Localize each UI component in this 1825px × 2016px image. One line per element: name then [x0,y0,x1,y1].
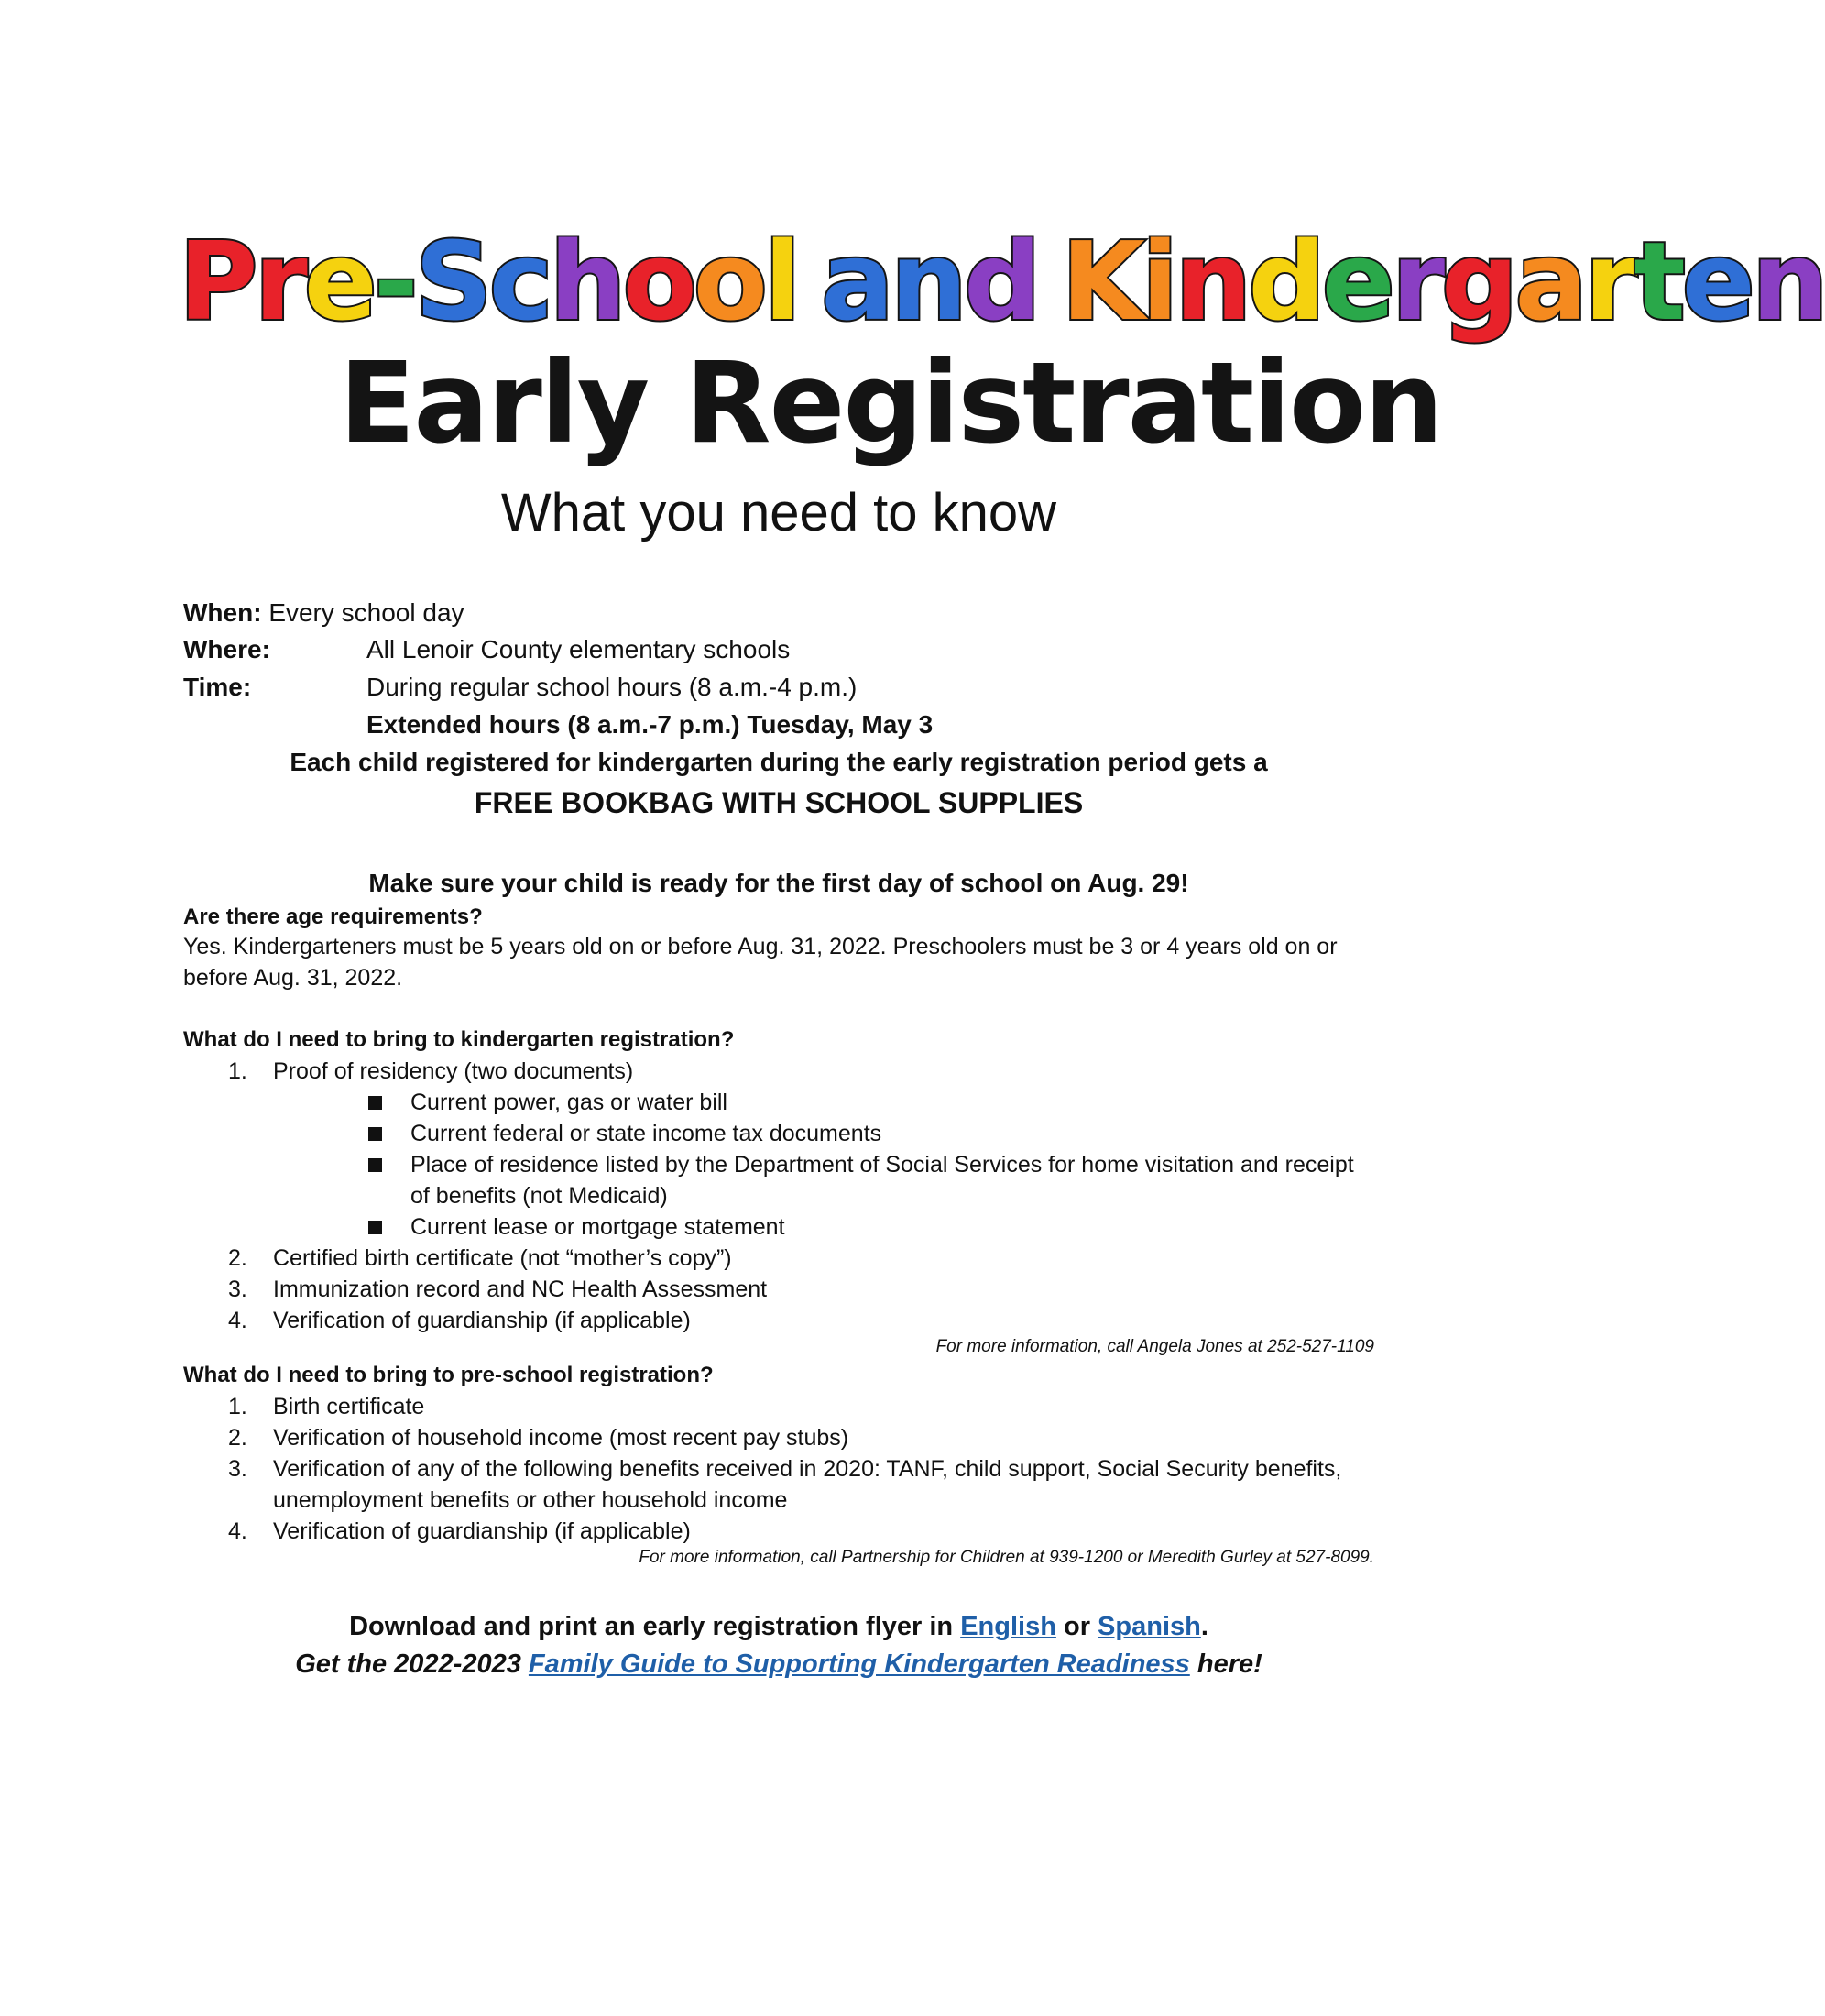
square-bullet-icon [368,1158,382,1172]
banner-letter: g [1441,218,1515,345]
list-number: 4. [228,1518,247,1544]
where-value-row [366,632,790,667]
sub-list-text: Current power, gas or water bill [410,1090,727,1115]
list-text: Proof of residency (two documents) [273,1058,634,1084]
list-text: Verification of guardianship (if applicable) [273,1308,691,1333]
list-text: Verification of household income (most recent pay stubs) [273,1425,849,1451]
banner-letter: K [1061,218,1142,345]
preschool-heading: What do I need to bring to pre-school registration? [183,1363,714,1387]
period-text: . [1200,1612,1208,1641]
banner-letter: S [414,218,489,345]
list-text: Immunization record and NC Health Assessment [273,1276,768,1302]
guide-prefix: Get the 2022-2023 [295,1649,529,1679]
banner-letter: r [254,218,304,345]
free-bookbag-text: FREE BOOKBAG WITH SCHOOL SUPPLIES [474,786,1084,819]
banner-letter: a [821,218,891,345]
when-value: Every school day [268,598,464,627]
page-subtitle: What you need to know [500,483,1057,542]
banner-letter: a [1514,218,1585,345]
english-flyer-link[interactable]: English [960,1612,1056,1641]
when-label: When: [183,598,262,627]
list-number: 1. [228,1394,247,1419]
sub-list-text: Current lease or mortgage statement [410,1214,785,1240]
kindergarten-heading: What do I need to bring to kindergarten registration? [183,1027,735,1052]
banner-letter: i [1141,218,1175,345]
banner-letter: t [1634,218,1682,345]
list-text: Certified birth certificate (not “mother’s copy”) [273,1245,732,1271]
download-line [0,1608,1557,1645]
banner-letter: d [1248,218,1322,345]
time-value: During regular school hours (8 a.m.-4 p.m.) [366,673,858,701]
time-label: Time: [183,673,252,701]
age-heading: Are there age requirements? [183,904,483,929]
guide-suffix: here! [1189,1649,1262,1679]
square-bullet-icon [368,1127,382,1141]
list-number: 1. [228,1058,247,1084]
spanish-flyer-link[interactable]: Spanish [1098,1612,1201,1641]
banner-letter: c [488,218,550,345]
sub-list-item [0,1149,1374,1211]
square-bullet-icon [368,1096,382,1110]
family-guide-link[interactable]: Family Guide to Supporting Kindergarten Readiness [528,1649,1190,1679]
banner-letter: o [622,218,694,345]
list-number: 3. [228,1276,247,1302]
list-number: 2. [228,1245,247,1271]
preschool-contact-note: For more information, call Partnership for Children at 939-1200 or Meredith Gurley at 527-8099. [639,1548,1374,1567]
banner-letter: d [963,218,1038,345]
banner-letter: P [179,218,255,345]
guide-line [0,1646,1557,1682]
list-text: Verification of any of the following benefits received in 2020: TANF, child support, Social Security benefits, unemployment benefits or other household income [273,1456,1342,1513]
download-text: Download and print an early registration flyer in [349,1612,961,1641]
age-text: Yes. Kindergarteners must be 5 years old on or before Aug. 31, 2022. Preschoolers must be 3 or 4 years old on or before Aug. 31, 2022. [183,934,1338,991]
each-child-text: Each child registered for kindergarten during the early registration period gets a [290,748,1268,776]
list-number: 2. [228,1425,247,1451]
extended-hours: Extended hours (8 a.m.-7 p.m.) Tuesday, May 3 [366,710,934,739]
where-value: All Lenoir County elementary schools [366,635,791,663]
banner-letter: l [763,218,798,345]
banner-letter: o [693,218,764,345]
square-bullet-icon [368,1221,382,1234]
list-number: 3. [228,1456,247,1482]
banner-title-line2: Early Registration [339,338,1442,468]
sub-list-text: Current federal or state income tax documents [410,1121,882,1146]
list-text: Birth certificate [273,1394,425,1419]
time-value-row [366,670,857,705]
banner-letter: e [1321,218,1392,345]
banner-letter: e [303,218,374,345]
where-label-row [183,632,270,667]
kindergarten-contact-note: For more information, call Angela Jones at 252-527-1109 [935,1337,1374,1356]
banner-title-line1 [179,213,1825,350]
where-label: Where: [183,635,270,663]
or-text: or [1055,1612,1098,1641]
list-item [0,1453,1374,1516]
list-number: 4. [228,1308,247,1333]
make-sure-text: Make sure your child is ready for the first day of school on Aug. 29! [368,869,1189,897]
banner-letter: n [890,218,964,345]
when-row [183,596,464,630]
time-label-row [183,670,251,705]
banner-letter: r [1391,218,1442,345]
banner-letter: r [1584,218,1634,345]
banner-letter: h [549,218,623,345]
list-text: Verification of guardianship (if applicable) [273,1518,691,1544]
sub-list-text: Place of residence listed by the Department of Social Services for home visitation and receipt of benefits (not Medicaid) [410,1152,1354,1209]
banner-letter: n [1175,218,1249,345]
banner-letter: n [1751,218,1825,345]
banner-letter: e [1681,218,1752,345]
banner-letter: - [373,218,415,345]
